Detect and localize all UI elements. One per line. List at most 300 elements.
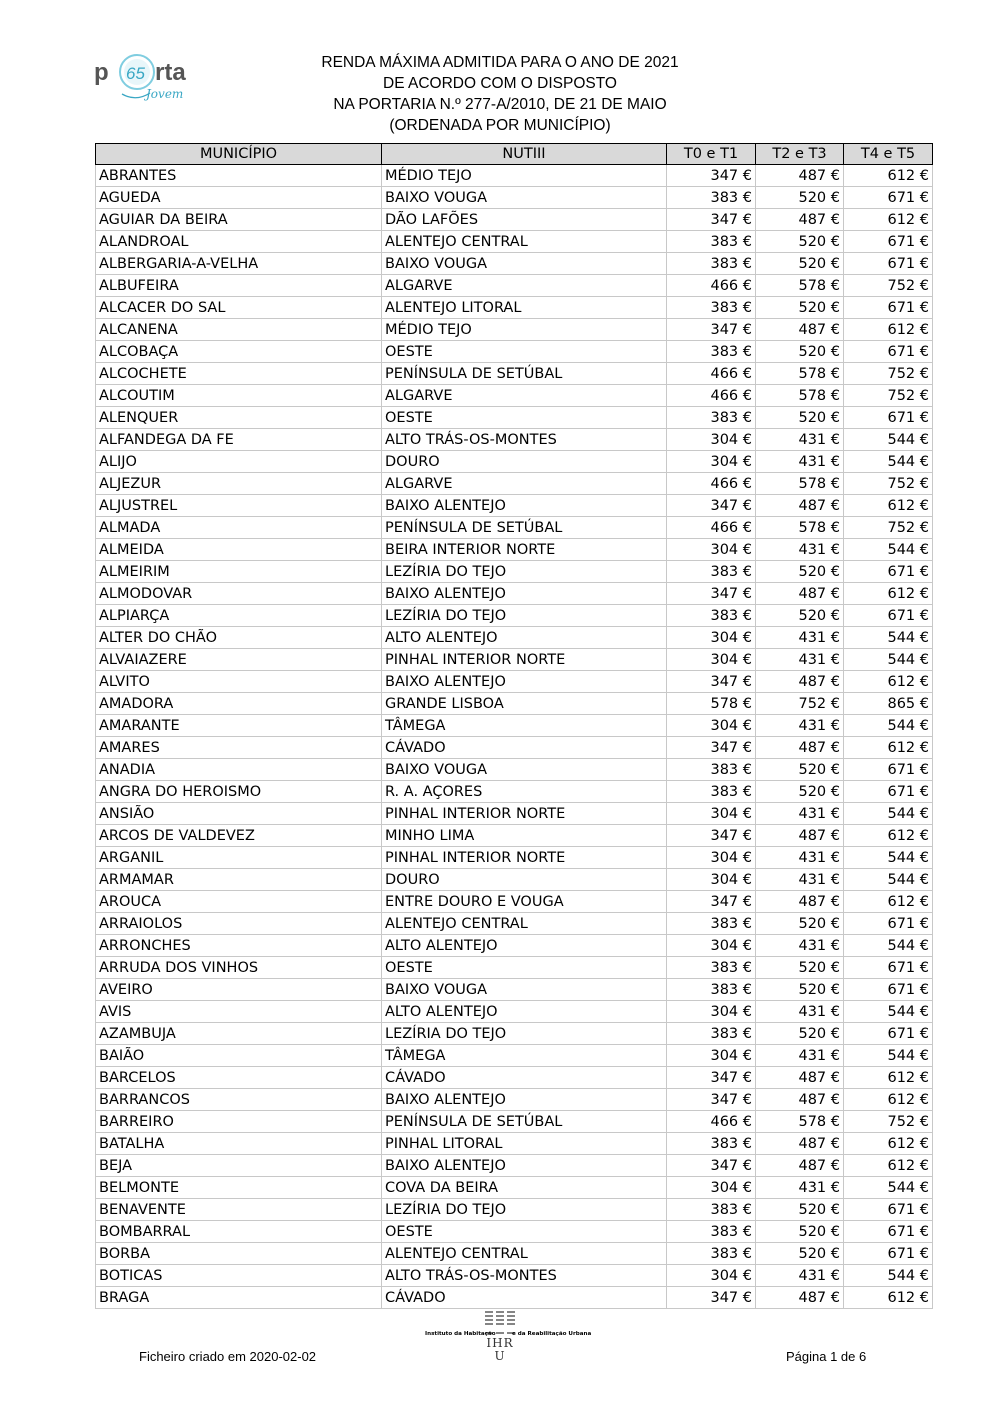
cell-municipio: AMARANTE (96, 715, 382, 737)
cell-municipio: ALVAIAZERE (96, 649, 382, 671)
cell-municipio: BRAGA (96, 1287, 382, 1309)
cell-nutiii: ALTO ALENTEJO (382, 627, 667, 649)
cell-t2-t3: 487 € (756, 737, 844, 759)
cell-t0-t1: 347 € (667, 1067, 756, 1089)
cell-nutiii: BAIXO ALENTEJO (382, 495, 667, 517)
cell-t2-t3: 431 € (756, 803, 844, 825)
cell-t4-t5: 612 € (844, 1155, 933, 1177)
table-row (96, 1001, 933, 1023)
cell-t0-t1: 347 € (667, 891, 756, 913)
table-row (96, 935, 933, 957)
column-header-municipio: MUNICÍPIO (96, 144, 382, 165)
cell-municipio: ABRANTES (96, 165, 382, 187)
table-row (96, 1089, 933, 1111)
document-title (250, 52, 750, 136)
cell-t2-t3: 487 € (756, 1089, 844, 1111)
table-row (96, 187, 933, 209)
cell-t4-t5: 752 € (844, 275, 933, 297)
table-row (96, 605, 933, 627)
cell-t4-t5: 671 € (844, 297, 933, 319)
table-row (96, 297, 933, 319)
table-row (96, 1177, 933, 1199)
cell-nutiii: BAIXO ALENTEJO (382, 1155, 667, 1177)
cell-t0-t1: 383 € (667, 759, 756, 781)
table-row (96, 407, 933, 429)
cell-t0-t1: 383 € (667, 957, 756, 979)
cell-municipio: ALPIARÇA (96, 605, 382, 627)
cell-nutiii: ENTRE DOURO E VOUGA (382, 891, 667, 913)
cell-nutiii: PINHAL INTERIOR NORTE (382, 649, 667, 671)
cell-nutiii: OESTE (382, 407, 667, 429)
cell-nutiii: OESTE (382, 957, 667, 979)
table-row (96, 363, 933, 385)
table-row (96, 451, 933, 473)
cell-municipio: ALFANDEGA DA FE (96, 429, 382, 451)
table-row (96, 737, 933, 759)
cell-t2-t3: 520 € (756, 407, 844, 429)
cell-t0-t1: 383 € (667, 187, 756, 209)
cell-nutiii: LEZÍRIA DO TEJO (382, 1023, 667, 1045)
cell-t4-t5: 612 € (844, 825, 933, 847)
table-row (96, 209, 933, 231)
cell-municipio: ARRONCHES (96, 935, 382, 957)
cell-t4-t5: 544 € (844, 1177, 933, 1199)
cell-nutiii: ALENTEJO LITORAL (382, 297, 667, 319)
cell-nutiii: TÂMEGA (382, 715, 667, 737)
cell-municipio: BAIÃO (96, 1045, 382, 1067)
cell-t0-t1: 347 € (667, 825, 756, 847)
cell-t4-t5: 752 € (844, 517, 933, 539)
cell-municipio: ARMAMAR (96, 869, 382, 891)
cell-municipio: ANSIÃO (96, 803, 382, 825)
cell-t4-t5: 671 € (844, 781, 933, 803)
cell-t4-t5: 671 € (844, 979, 933, 1001)
cell-t0-t1: 383 € (667, 605, 756, 627)
cell-municipio: ALCANENA (96, 319, 382, 341)
cell-t0-t1: 304 € (667, 627, 756, 649)
table-header-row (96, 144, 933, 165)
cell-municipio: ALENQUER (96, 407, 382, 429)
cell-municipio: ALMODOVAR (96, 583, 382, 605)
cell-municipio: ALCOBAÇA (96, 341, 382, 363)
cell-nutiii: BAIXO VOUGA (382, 979, 667, 1001)
cell-municipio: ALMADA (96, 517, 382, 539)
cell-t2-t3: 520 € (756, 231, 844, 253)
cell-t0-t1: 383 € (667, 253, 756, 275)
title-line-3: NA PORTARIA N.º 277-A/2010, DE 21 DE MAIO (333, 96, 667, 113)
cell-t2-t3: 487 € (756, 1067, 844, 1089)
table-row (96, 385, 933, 407)
cell-nutiii: GRANDE LISBOA (382, 693, 667, 715)
cell-t2-t3: 431 € (756, 429, 844, 451)
table-row (96, 1243, 933, 1265)
cell-municipio: BOMBARRAL (96, 1221, 382, 1243)
cell-nutiii: BAIXO ALENTEJO (382, 1089, 667, 1111)
cell-t0-t1: 304 € (667, 935, 756, 957)
table-row (96, 649, 933, 671)
cell-t2-t3: 520 € (756, 187, 844, 209)
cell-municipio: ALTER DO CHÃO (96, 627, 382, 649)
cell-municipio: BELMONTE (96, 1177, 382, 1199)
cell-t4-t5: 612 € (844, 1133, 933, 1155)
table-row (96, 1199, 933, 1221)
cell-t2-t3: 431 € (756, 1001, 844, 1023)
cell-t0-t1: 466 € (667, 363, 756, 385)
cell-t0-t1: 304 € (667, 847, 756, 869)
table-row (96, 1067, 933, 1089)
cell-t0-t1: 466 € (667, 1111, 756, 1133)
page-number: Página 1 de 6 (786, 1349, 867, 1364)
cell-t0-t1: 383 € (667, 407, 756, 429)
cell-municipio: ALVITO (96, 671, 382, 693)
cell-municipio: ALCOUTIM (96, 385, 382, 407)
title-line-4: (ORDENADA POR MUNICÍPIO) (389, 117, 611, 134)
cell-nutiii: ALGARVE (382, 385, 667, 407)
svg-text:Jovem: Jovem (146, 87, 184, 101)
cell-t2-t3: 520 € (756, 1221, 844, 1243)
svg-text:rta: rta (155, 59, 186, 86)
table-row (96, 583, 933, 605)
cell-t0-t1: 347 € (667, 1089, 756, 1111)
cell-municipio: ARCOS DE VALDEVEZ (96, 825, 382, 847)
cell-t4-t5: 671 € (844, 957, 933, 979)
cell-nutiii: BAIXO ALENTEJO (382, 583, 667, 605)
cell-t4-t5: 612 € (844, 583, 933, 605)
svg-text:p: p (94, 59, 109, 86)
cell-t0-t1: 304 € (667, 1177, 756, 1199)
cell-t2-t3: 520 € (756, 561, 844, 583)
cell-t4-t5: 544 € (844, 869, 933, 891)
cell-t2-t3: 487 € (756, 495, 844, 517)
cell-t4-t5: 671 € (844, 341, 933, 363)
cell-municipio: BARRANCOS (96, 1089, 382, 1111)
cell-t0-t1: 347 € (667, 319, 756, 341)
cell-t2-t3: 487 € (756, 825, 844, 847)
file-created-date: Ficheiro criado em 2020-02-02 (139, 1349, 317, 1364)
cell-t4-t5: 865 € (844, 693, 933, 715)
cell-t2-t3: 520 € (756, 341, 844, 363)
cell-t2-t3: 752 € (756, 693, 844, 715)
table-row (96, 253, 933, 275)
table-row (96, 1045, 933, 1067)
cell-municipio: AGUIAR DA BEIRA (96, 209, 382, 231)
column-header-t0-t1: T0 e T1 (667, 144, 756, 165)
cell-t2-t3: 487 € (756, 583, 844, 605)
cell-t0-t1: 578 € (667, 693, 756, 715)
cell-t0-t1: 347 € (667, 209, 756, 231)
cell-t0-t1: 347 € (667, 165, 756, 187)
cell-t4-t5: 752 € (844, 363, 933, 385)
cell-nutiii: ALGARVE (382, 473, 667, 495)
table-row (96, 627, 933, 649)
cell-t2-t3: 520 € (756, 605, 844, 627)
cell-t0-t1: 383 € (667, 561, 756, 583)
table-row (96, 231, 933, 253)
cell-t0-t1: 466 € (667, 275, 756, 297)
table-row (96, 869, 933, 891)
cell-nutiii: ALENTEJO CENTRAL (382, 913, 667, 935)
cell-municipio: BARCELOS (96, 1067, 382, 1089)
cell-nutiii: COVA DA BEIRA (382, 1177, 667, 1199)
cell-t2-t3: 431 € (756, 1265, 844, 1287)
cell-nutiii: ALENTEJO CENTRAL (382, 1243, 667, 1265)
cell-t4-t5: 544 € (844, 649, 933, 671)
cell-t0-t1: 347 € (667, 1155, 756, 1177)
cell-t2-t3: 487 € (756, 891, 844, 913)
cell-municipio: BATALHA (96, 1133, 382, 1155)
cell-nutiii: OESTE (382, 341, 667, 363)
cell-nutiii: R. A. AÇORES (382, 781, 667, 803)
cell-t4-t5: 671 € (844, 1023, 933, 1045)
cell-t0-t1: 383 € (667, 231, 756, 253)
ihru-name-left: Instituto da Habitação (425, 1331, 496, 1337)
cell-t2-t3: 431 € (756, 627, 844, 649)
cell-t2-t3: 431 € (756, 1177, 844, 1199)
table-row (96, 1023, 933, 1045)
cell-municipio: ALBUFEIRA (96, 275, 382, 297)
cell-t0-t1: 347 € (667, 583, 756, 605)
cell-nutiii: BAIXO ALENTEJO (382, 671, 667, 693)
cell-municipio: BOTICAS (96, 1265, 382, 1287)
cell-t4-t5: 671 € (844, 561, 933, 583)
cell-t2-t3: 520 € (756, 297, 844, 319)
ihru-logo (425, 1309, 592, 1369)
table-row (96, 1265, 933, 1287)
cell-t4-t5: 671 € (844, 759, 933, 781)
ihru-name-right: e da Reabilitação Urbana (512, 1331, 592, 1337)
cell-t2-t3: 520 € (756, 913, 844, 935)
cell-t0-t1: 383 € (667, 913, 756, 935)
ihru-mark: IHRU (486, 1336, 514, 1363)
cell-nutiii: PENÍNSULA DE SETÚBAL (382, 1111, 667, 1133)
cell-t0-t1: 466 € (667, 473, 756, 495)
cell-t4-t5: 612 € (844, 671, 933, 693)
cell-t4-t5: 612 € (844, 1089, 933, 1111)
cell-t4-t5: 544 € (844, 451, 933, 473)
cell-t0-t1: 304 € (667, 429, 756, 451)
cell-t0-t1: 383 € (667, 1199, 756, 1221)
cell-nutiii: CÁVADO (382, 1067, 667, 1089)
cell-t0-t1: 304 € (667, 869, 756, 891)
cell-nutiii: ALENTEJO CENTRAL (382, 231, 667, 253)
cell-t4-t5: 612 € (844, 1287, 933, 1309)
cell-nutiii: PENÍNSULA DE SETÚBAL (382, 363, 667, 385)
table-row (96, 759, 933, 781)
table-row (96, 1111, 933, 1133)
cell-t0-t1: 466 € (667, 517, 756, 539)
cell-t4-t5: 612 € (844, 737, 933, 759)
cell-t4-t5: 612 € (844, 319, 933, 341)
cell-municipio: BEJA (96, 1155, 382, 1177)
cell-t4-t5: 752 € (844, 1111, 933, 1133)
cell-municipio: BARREIRO (96, 1111, 382, 1133)
cell-t4-t5: 544 € (844, 627, 933, 649)
cell-t4-t5: 752 € (844, 473, 933, 495)
column-header-nutiii: NUTIII (382, 144, 667, 165)
cell-t4-t5: 612 € (844, 495, 933, 517)
cell-municipio: ANADIA (96, 759, 382, 781)
cell-t2-t3: 431 € (756, 451, 844, 473)
cell-t0-t1: 383 € (667, 979, 756, 1001)
cell-t2-t3: 520 € (756, 1199, 844, 1221)
cell-municipio: ALIJO (96, 451, 382, 473)
cell-municipio: AGUEDA (96, 187, 382, 209)
table-row (96, 319, 933, 341)
cell-nutiii: ALTO TRÁS-OS-MONTES (382, 429, 667, 451)
cell-t2-t3: 520 € (756, 759, 844, 781)
cell-nutiii: ALTO ALENTEJO (382, 1001, 667, 1023)
cell-nutiii: DOURO (382, 869, 667, 891)
table-row (96, 1133, 933, 1155)
table-row (96, 979, 933, 1001)
cell-nutiii: BAIXO VOUGA (382, 187, 667, 209)
cell-t4-t5: 544 € (844, 847, 933, 869)
table-row (96, 825, 933, 847)
cell-t0-t1: 383 € (667, 1243, 756, 1265)
cell-nutiii: PENÍNSULA DE SETÚBAL (382, 517, 667, 539)
cell-t0-t1: 304 € (667, 715, 756, 737)
table-row (96, 1287, 933, 1309)
cell-nutiii: DÃO LAFÕES (382, 209, 667, 231)
cell-t0-t1: 383 € (667, 781, 756, 803)
table-row (96, 341, 933, 363)
cell-municipio: ALJUSTREL (96, 495, 382, 517)
table-row (96, 1155, 933, 1177)
cell-t2-t3: 487 € (756, 165, 844, 187)
cell-t2-t3: 520 € (756, 781, 844, 803)
cell-t4-t5: 671 € (844, 187, 933, 209)
cell-nutiii: PINHAL INTERIOR NORTE (382, 847, 667, 869)
cell-municipio: ALMEIDA (96, 539, 382, 561)
cell-t0-t1: 304 € (667, 1001, 756, 1023)
porta65-logo (92, 48, 204, 104)
table-row (96, 693, 933, 715)
cell-t4-t5: 612 € (844, 891, 933, 913)
cell-t2-t3: 487 € (756, 1133, 844, 1155)
table-row (96, 671, 933, 693)
cell-nutiii: CÁVADO (382, 737, 667, 759)
cell-municipio: AZAMBUJA (96, 1023, 382, 1045)
cell-t2-t3: 487 € (756, 209, 844, 231)
cell-municipio: BENAVENTE (96, 1199, 382, 1221)
cell-nutiii: BAIXO VOUGA (382, 253, 667, 275)
table-row (96, 781, 933, 803)
title-line-2: DE ACORDO COM O DISPOSTO (383, 75, 617, 92)
cell-municipio: AMARES (96, 737, 382, 759)
cell-t4-t5: 544 € (844, 803, 933, 825)
cell-t4-t5: 752 € (844, 385, 933, 407)
cell-t2-t3: 431 € (756, 869, 844, 891)
cell-t0-t1: 304 € (667, 649, 756, 671)
cell-nutiii: ALGARVE (382, 275, 667, 297)
table-row (96, 957, 933, 979)
cell-t0-t1: 347 € (667, 671, 756, 693)
cell-municipio: AVIS (96, 1001, 382, 1023)
cell-nutiii: BAIXO VOUGA (382, 759, 667, 781)
title-line-1: RENDA MÁXIMA ADMITIDA PARA O ANO DE 2021 (321, 54, 679, 71)
cell-t2-t3: 578 € (756, 363, 844, 385)
cell-t2-t3: 578 € (756, 275, 844, 297)
cell-municipio: AROUCA (96, 891, 382, 913)
cell-t2-t3: 578 € (756, 1111, 844, 1133)
cell-t0-t1: 304 € (667, 539, 756, 561)
cell-t2-t3: 487 € (756, 1155, 844, 1177)
cell-t4-t5: 671 € (844, 253, 933, 275)
cell-nutiii: PINHAL INTERIOR NORTE (382, 803, 667, 825)
cell-t4-t5: 544 € (844, 935, 933, 957)
cell-nutiii: MINHO LIMA (382, 825, 667, 847)
cell-t4-t5: 671 € (844, 407, 933, 429)
cell-nutiii: BEIRA INTERIOR NORTE (382, 539, 667, 561)
cell-municipio: ALMEIRIM (96, 561, 382, 583)
cell-t2-t3: 431 € (756, 715, 844, 737)
cell-nutiii: PINHAL LITORAL (382, 1133, 667, 1155)
cell-t4-t5: 544 € (844, 1265, 933, 1287)
cell-nutiii: CÁVADO (382, 1287, 667, 1309)
table-row (96, 561, 933, 583)
cell-t0-t1: 347 € (667, 1287, 756, 1309)
cell-municipio: AMADORA (96, 693, 382, 715)
cell-t2-t3: 431 € (756, 1045, 844, 1067)
cell-t0-t1: 383 € (667, 297, 756, 319)
cell-t0-t1: 383 € (667, 1221, 756, 1243)
cell-nutiii: OESTE (382, 1221, 667, 1243)
table-row (96, 429, 933, 451)
cell-municipio: ALCOCHETE (96, 363, 382, 385)
cell-nutiii: MÉDIO TEJO (382, 165, 667, 187)
cell-t4-t5: 671 € (844, 605, 933, 627)
cell-t4-t5: 612 € (844, 165, 933, 187)
cell-t4-t5: 544 € (844, 1045, 933, 1067)
cell-t4-t5: 671 € (844, 1221, 933, 1243)
cell-t4-t5: 671 € (844, 1199, 933, 1221)
cell-t0-t1: 383 € (667, 341, 756, 363)
cell-municipio: ARGANIL (96, 847, 382, 869)
cell-nutiii: ALTO TRÁS-OS-MONTES (382, 1265, 667, 1287)
cell-t2-t3: 487 € (756, 319, 844, 341)
cell-t4-t5: 544 € (844, 429, 933, 451)
cell-t2-t3: 431 € (756, 935, 844, 957)
table-row (96, 891, 933, 913)
cell-t2-t3: 520 € (756, 957, 844, 979)
cell-nutiii: LEZÍRIA DO TEJO (382, 1199, 667, 1221)
table-row (96, 803, 933, 825)
column-header-t2-t3: T2 e T3 (756, 144, 844, 165)
cell-t0-t1: 304 € (667, 1265, 756, 1287)
table-row (96, 913, 933, 935)
cell-t4-t5: 671 € (844, 913, 933, 935)
cell-t4-t5: 671 € (844, 231, 933, 253)
cell-nutiii: ALTO ALENTEJO (382, 935, 667, 957)
cell-t4-t5: 544 € (844, 715, 933, 737)
cell-nutiii: LEZÍRIA DO TEJO (382, 561, 667, 583)
cell-t2-t3: 520 € (756, 253, 844, 275)
cell-municipio: ALANDROAL (96, 231, 382, 253)
cell-t2-t3: 431 € (756, 539, 844, 561)
cell-t2-t3: 578 € (756, 517, 844, 539)
cell-nutiii: LEZÍRIA DO TEJO (382, 605, 667, 627)
cell-t0-t1: 304 € (667, 803, 756, 825)
table-row (96, 1221, 933, 1243)
cell-t2-t3: 520 € (756, 1023, 844, 1045)
cell-t4-t5: 544 € (844, 539, 933, 561)
cell-municipio: AVEIRO (96, 979, 382, 1001)
cell-t0-t1: 466 € (667, 385, 756, 407)
table-row (96, 495, 933, 517)
table-row (96, 473, 933, 495)
cell-t2-t3: 578 € (756, 385, 844, 407)
cell-t0-t1: 347 € (667, 737, 756, 759)
